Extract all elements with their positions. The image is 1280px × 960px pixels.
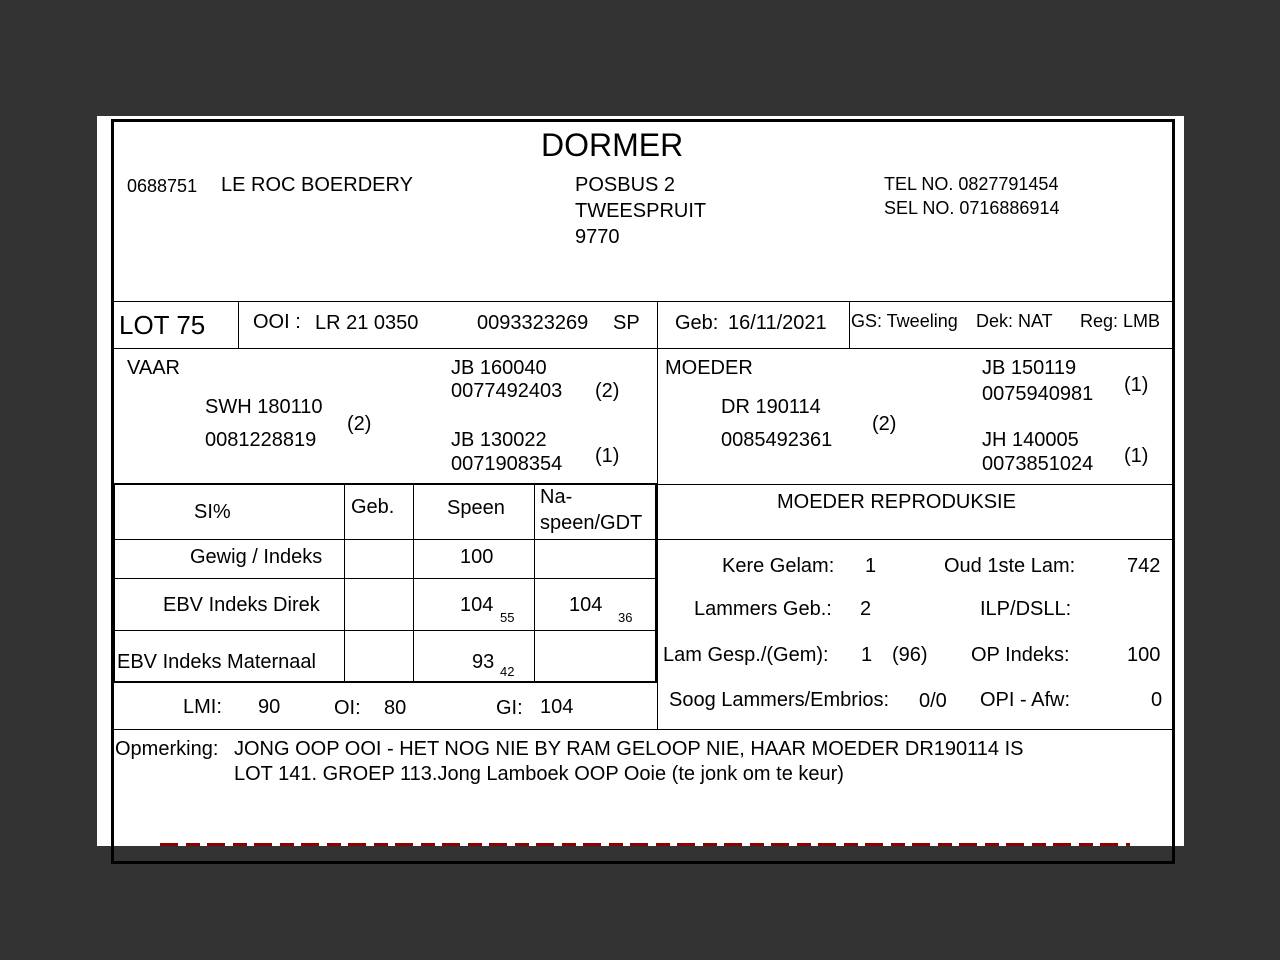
dam-id: DR 190114 bbox=[721, 396, 821, 418]
rule-middle-divider bbox=[657, 302, 658, 729]
sire-dam-grade: (1) bbox=[595, 445, 620, 467]
soog-lammers-label: Soog Lammers/Embrios: bbox=[669, 689, 890, 711]
lam-gem-value: (96) bbox=[892, 644, 928, 666]
rule-perf-left bbox=[113, 484, 115, 682]
dek-info: Dek: NAT bbox=[976, 311, 1053, 331]
sire-sire-number: 0077492403 bbox=[451, 380, 563, 402]
col-header-naspeen-1: Na- bbox=[540, 486, 573, 508]
op-indeks-value: 100 bbox=[1127, 644, 1161, 666]
remarks-label: Opmerking: bbox=[115, 738, 219, 760]
direk-na-value: 104 bbox=[569, 594, 603, 616]
sire-id: SWH 180110 bbox=[205, 396, 323, 418]
rule-perf-right bbox=[655, 484, 657, 682]
dam-label: MOEDER bbox=[665, 357, 753, 379]
dam-dam-grade: (1) bbox=[1124, 445, 1149, 467]
remarks-line-2: LOT 141. GROEP 113.Jong Lamboek OOP Ooie (te jonk om te keur) bbox=[234, 763, 844, 785]
row-label-direk: EBV Indeks Direk bbox=[163, 594, 320, 616]
gi-label: GI: bbox=[496, 697, 523, 719]
oud-1ste-lam-value: 742 bbox=[1127, 555, 1161, 577]
address-line-3: 9770 bbox=[575, 226, 620, 248]
direk-na-accuracy: 36 bbox=[618, 610, 633, 625]
sire-grade: (2) bbox=[347, 413, 372, 435]
sire-sire-grade: (2) bbox=[595, 380, 620, 402]
sire-dam-number: 0071908354 bbox=[451, 453, 563, 475]
birth-date: 16/11/2021 bbox=[728, 312, 827, 334]
lammers-geb-label: Lammers Geb.: bbox=[694, 598, 832, 620]
rule-perf-col3 bbox=[534, 484, 535, 681]
lmi-label: LMI: bbox=[183, 696, 222, 718]
address-line-2: TWEESPRUIT bbox=[575, 200, 707, 222]
reg-number: 0093323269 bbox=[477, 312, 589, 334]
rule-perf-col1 bbox=[344, 484, 345, 681]
sire-label: VAAR bbox=[127, 357, 180, 379]
maternaal-speen-value: 93 bbox=[472, 651, 495, 673]
dam-sire-grade: (1) bbox=[1124, 374, 1149, 396]
kere-gelam-label: Kere Gelam: bbox=[722, 555, 835, 577]
op-indeks-label: OP Indeks: bbox=[971, 644, 1070, 666]
kere-gelam-value: 1 bbox=[865, 555, 877, 577]
rule-perf-header-bottom bbox=[113, 539, 658, 540]
gi-value: 104 bbox=[540, 696, 574, 718]
gs-info: GS: Tweeling bbox=[851, 311, 958, 331]
sel-number: SEL NO. 0716886914 bbox=[884, 198, 1060, 218]
direk-speen-accuracy: 55 bbox=[500, 610, 515, 625]
maternaal-speen-accuracy: 42 bbox=[500, 664, 515, 679]
sire-number: 0081228819 bbox=[205, 429, 317, 451]
sire-sire-id: JB 160040 bbox=[451, 357, 547, 379]
rule-pedigree-bottom-right bbox=[658, 484, 1173, 485]
rule-lot-bottom bbox=[113, 348, 1173, 349]
opi-afw-value: 0 bbox=[1151, 689, 1163, 711]
col-header-geb: Geb. bbox=[351, 496, 395, 518]
animal-type: OOI : bbox=[253, 311, 301, 333]
oi-label: OI: bbox=[334, 697, 361, 719]
ilp-dsll-label: ILP/DSLL: bbox=[980, 598, 1072, 620]
dam-dam-number: 0073851024 bbox=[982, 453, 1094, 475]
rule-remarks-top bbox=[113, 729, 1173, 730]
lmi-value: 90 bbox=[258, 696, 281, 718]
owner-code: 0688751 bbox=[127, 176, 198, 196]
col-header-naspeen-2: speen/GDT bbox=[540, 512, 643, 534]
oud-1ste-lam-label: Oud 1ste Lam: bbox=[944, 555, 1076, 577]
dam-number: 0085492361 bbox=[721, 429, 833, 451]
dam-grade: (2) bbox=[872, 413, 897, 435]
reg-info: Reg: LMB bbox=[1080, 311, 1161, 331]
rule-perf-row3-bottom bbox=[113, 681, 658, 683]
rule-lot-divider bbox=[238, 302, 239, 348]
col-header-speen: Speen bbox=[447, 497, 505, 519]
sire-dam-id: JB 130022 bbox=[451, 429, 547, 451]
rule-geb-divider bbox=[849, 302, 850, 348]
remarks-line-1: JONG OOP OOI - HET NOG NIE BY RAM GELOOP NIE, HAAR MOEDER DR190114 IS bbox=[234, 738, 1024, 760]
animal-id: LR 21 0350 bbox=[315, 312, 419, 334]
address-line-1: POSBUS 2 bbox=[575, 174, 676, 196]
rule-perf-row2-bottom bbox=[113, 630, 658, 631]
gewig-speen-value: 100 bbox=[460, 546, 494, 568]
rule-header-bottom bbox=[113, 301, 1173, 302]
rule-pedigree-bottom-left bbox=[113, 483, 658, 485]
rule-repro-title-bottom bbox=[658, 539, 1173, 540]
tel-number: TEL NO. 0827791454 bbox=[884, 174, 1059, 194]
oi-value: 80 bbox=[384, 697, 407, 719]
rule-perf-col2 bbox=[413, 484, 414, 681]
breed-title: DORMER bbox=[541, 127, 684, 163]
lot-label: LOT 75 bbox=[119, 310, 206, 340]
rule-perf-row1-bottom bbox=[113, 578, 658, 579]
repro-title: MOEDER REPRODUKSIE bbox=[777, 491, 1016, 513]
row-label-maternaal: EBV Indeks Maternaal bbox=[117, 651, 316, 673]
lammers-geb-value: 2 bbox=[860, 598, 872, 620]
dam-sire-id: JB 150119 bbox=[982, 357, 1077, 379]
lam-gesp-value: 1 bbox=[861, 644, 873, 666]
owner-name: LE ROC BOERDERY bbox=[221, 174, 413, 196]
direk-speen-value: 104 bbox=[460, 594, 494, 616]
dam-sire-number: 0075940981 bbox=[982, 383, 1094, 405]
lam-gesp-label: Lam Gesp./(Gem): bbox=[663, 644, 829, 666]
dam-dam-id: JH 140005 bbox=[982, 429, 1079, 451]
grade: SP bbox=[613, 312, 640, 334]
col-header-si: SI% bbox=[194, 501, 231, 523]
birth-label: Geb: bbox=[675, 312, 719, 334]
soog-lammers-value: 0/0 bbox=[919, 690, 947, 712]
opi-afw-label: OPI - Afw: bbox=[980, 689, 1071, 711]
row-label-gewig: Gewig / Indeks bbox=[190, 546, 323, 568]
